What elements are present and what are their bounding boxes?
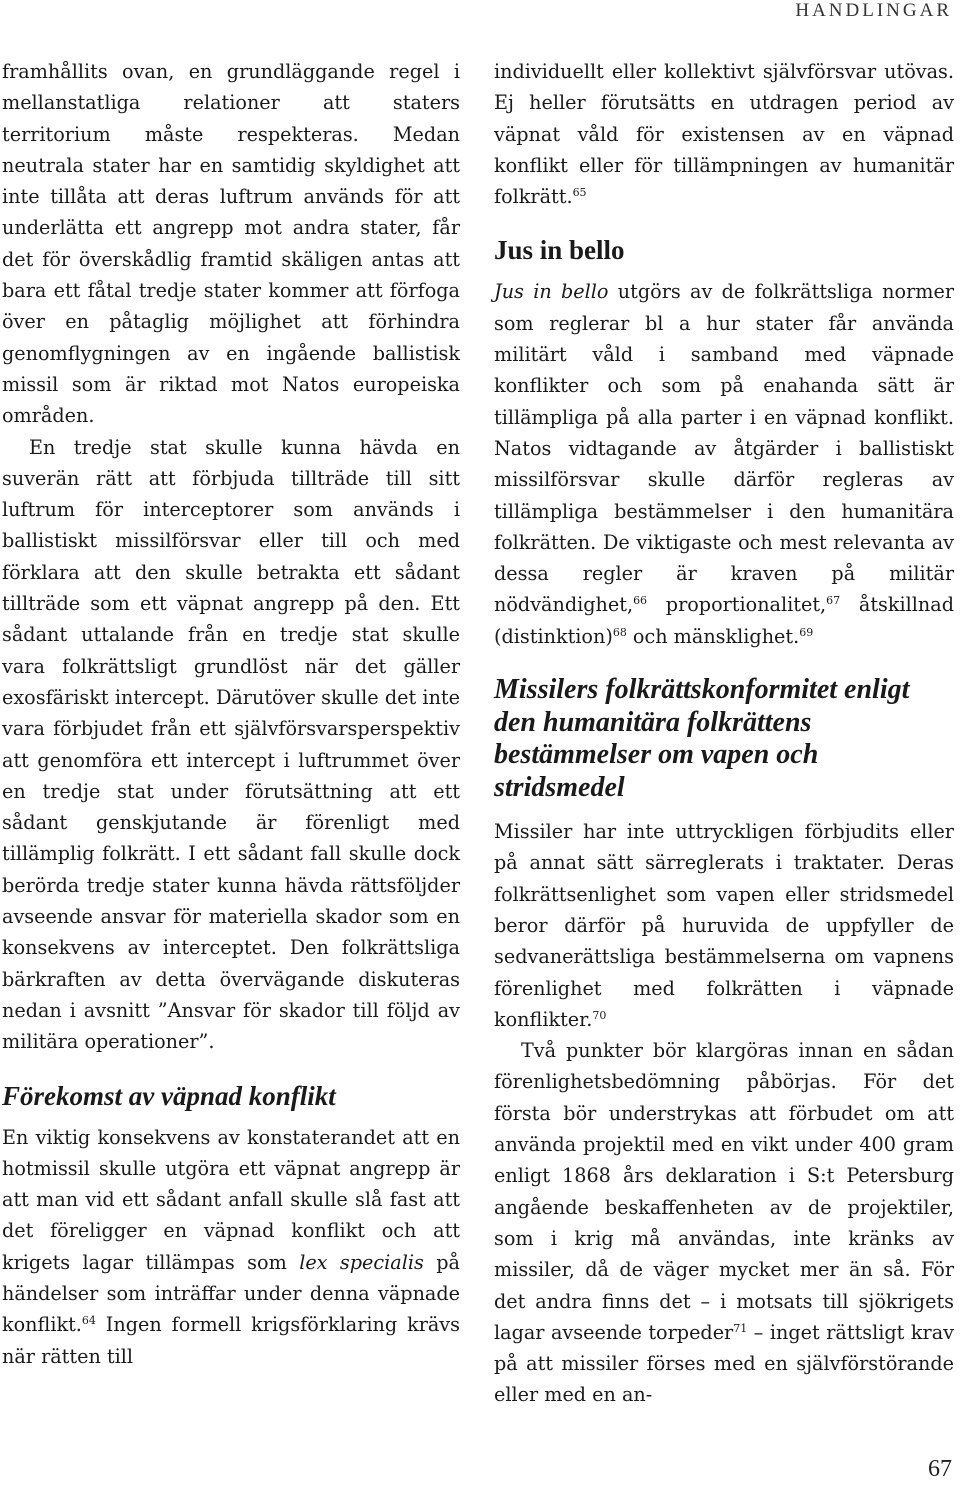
text-run: Ingen formell krigsförklaring krävs när rätten till — [2, 1313, 460, 1368]
italic-term: lex specialis — [299, 1250, 424, 1274]
left-paragraph-1: framhållits ovan, en grundläggande regel i mellanstatliga relationer att staters territorium måste respekteras. Medan neutrala stater har en samtidig skyldighet att inte tillåta att deras luftrum används för att underlätta ett angrepp mot andra stater, får det för överskådlig framtid skäligen antas att bara ett fåtal tredje stater kommer att förfoga över en påtaglig möjlighet att förhindra genomflygningen av en ingående ballistisk missil som är riktad mot Natos europeiska områden. — [2, 60, 460, 428]
running-head: HANDLINGAR — [795, 0, 952, 21]
text-run: – inget rättsligt krav på att missiler förses med en självförstörande eller med en an- — [494, 1320, 954, 1407]
footnote-ref-65: 65 — [572, 186, 587, 200]
text-run: och mänsklighet. — [626, 624, 800, 648]
left-column — [2, 56, 460, 1372]
page-number: 67 — [928, 1456, 952, 1482]
footnote-ref-68: 68 — [612, 625, 627, 639]
footnote-ref-64: 64 — [81, 1314, 96, 1328]
footnote-ref-66: 66 — [633, 594, 648, 608]
right-paragraph-2 — [494, 276, 954, 652]
text-run: individuellt eller kollektivt självförsvar utövas. Ej heller förutsätts en utdragen period av väpnat våld för existensen av en väpnad konflikt eller för tillämpningen av humanitär folkrätt. — [494, 60, 954, 209]
footnote-ref-70: 70 — [592, 1008, 607, 1022]
right-paragraph-4 — [494, 1035, 954, 1411]
text-run: proportionalitet, — [647, 593, 827, 617]
section-heading-jus-in-bello: Jus in bello — [494, 235, 625, 266]
italic-term: Jus in bello — [494, 280, 609, 304]
footnote-ref-69: 69 — [799, 625, 814, 639]
text-run: Missiler har inte uttryckligen förbjudits eller på annat sätt särreglerats i traktater. Deras folkrättsenlighet som vapen eller stridsmedel beror därför på huruvida de uppfyller de sedvanerättsliga bestämmelserna om vapnens förenlighet med folkrätten i väpnade konflikter. — [494, 820, 954, 1031]
left-paragraph-2: En tredje stat skulle kunna hävda en suverän rätt att förbjuda tillträde till sitt luftrum för interceptorer som används i ballistiskt missilförsvar eller till och med förklara att den skulle betrakta ett sådant tillträde som ett väpnat angrepp på den. Ett sådant uttalande från en tredje stat skulle vara folkrättsligt grundlöst när det gäller exosfäriskt intercept. Därutöver skulle det inte vara förbjudet från ett självförsvarsperspektiv att genomföra ett intercept i luftrummet över en tredje stat under förutsättning att ett sådant genskjutande är förenligt med tillämplig folkrätt. I ett sådant fall skulle dock berörda tredje stater kunna hävda rättsföljder avseende ansvar för materiella skador som en konsekvens av interceptet. Den folkrättsliga bärkraften av detta övervägande diskuteras nedan i avsnitt ”Ansvar för skador till följd av militära operationer”. — [2, 435, 460, 1054]
text-run: åtskillnad (distinktion) — [494, 593, 954, 648]
footnote-ref-71: 71 — [733, 1321, 748, 1335]
left-paragraph-3 — [2, 1122, 460, 1372]
right-paragraph-1 — [494, 56, 954, 212]
right-column — [494, 56, 954, 1411]
section-heading-missile-conformity: Missilers folkrättskonformitet enligt den humanitära folkrättens bestämmelser om vapen och stridsmedel — [494, 674, 910, 803]
text-run: Två punkter bör klargöras innan en sådan förenlighetsbedömning påbörjas. För det första bör understrykas att förbudet om att använda projektil med en vikt under 400 gram enligt 1868 års deklaration i S:t Petersburg angående beskaffenheten av de projektiler, som i krig må användas, inte kränks av missiler, då de väger mycket mer än så. För det andra finns det – i motsats till sjökrigets lagar avseende torpeder — [494, 1039, 954, 1344]
right-paragraph-3 — [494, 816, 954, 1035]
footnote-ref-67: 67 — [826, 594, 841, 608]
text-run: En viktig konsekvens av konstaterandet att en hotmissil skulle utgöra ett väpnat angrepp är att man vid ett sådant anfall skulle slå fast att det föreligger en väpnad konflikt och att krigets lagar tillämpas som — [2, 1125, 460, 1274]
section-heading-armed-conflict: Förekomst av väpnad konflikt — [2, 1080, 336, 1111]
text-run: utgörs av de folkrättsliga normer som reglerar bl a hur stater får använda militärt våld i samband med väpnade konflikter och som på enahanda sätt är tillämpliga på alla parter i en väpnad konflikt. Natos vidtagande av åtgärder i ballistiskt missilförsvar skulle därför regleras av tillämpliga bestämmelser i den humanitära folkrätten. De viktigaste och mest relevanta av dessa regler är kraven på militär nödvändighet, — [494, 280, 954, 617]
text-run: på händelser som inträffar under denna väpnade konflikt. — [2, 1250, 460, 1337]
